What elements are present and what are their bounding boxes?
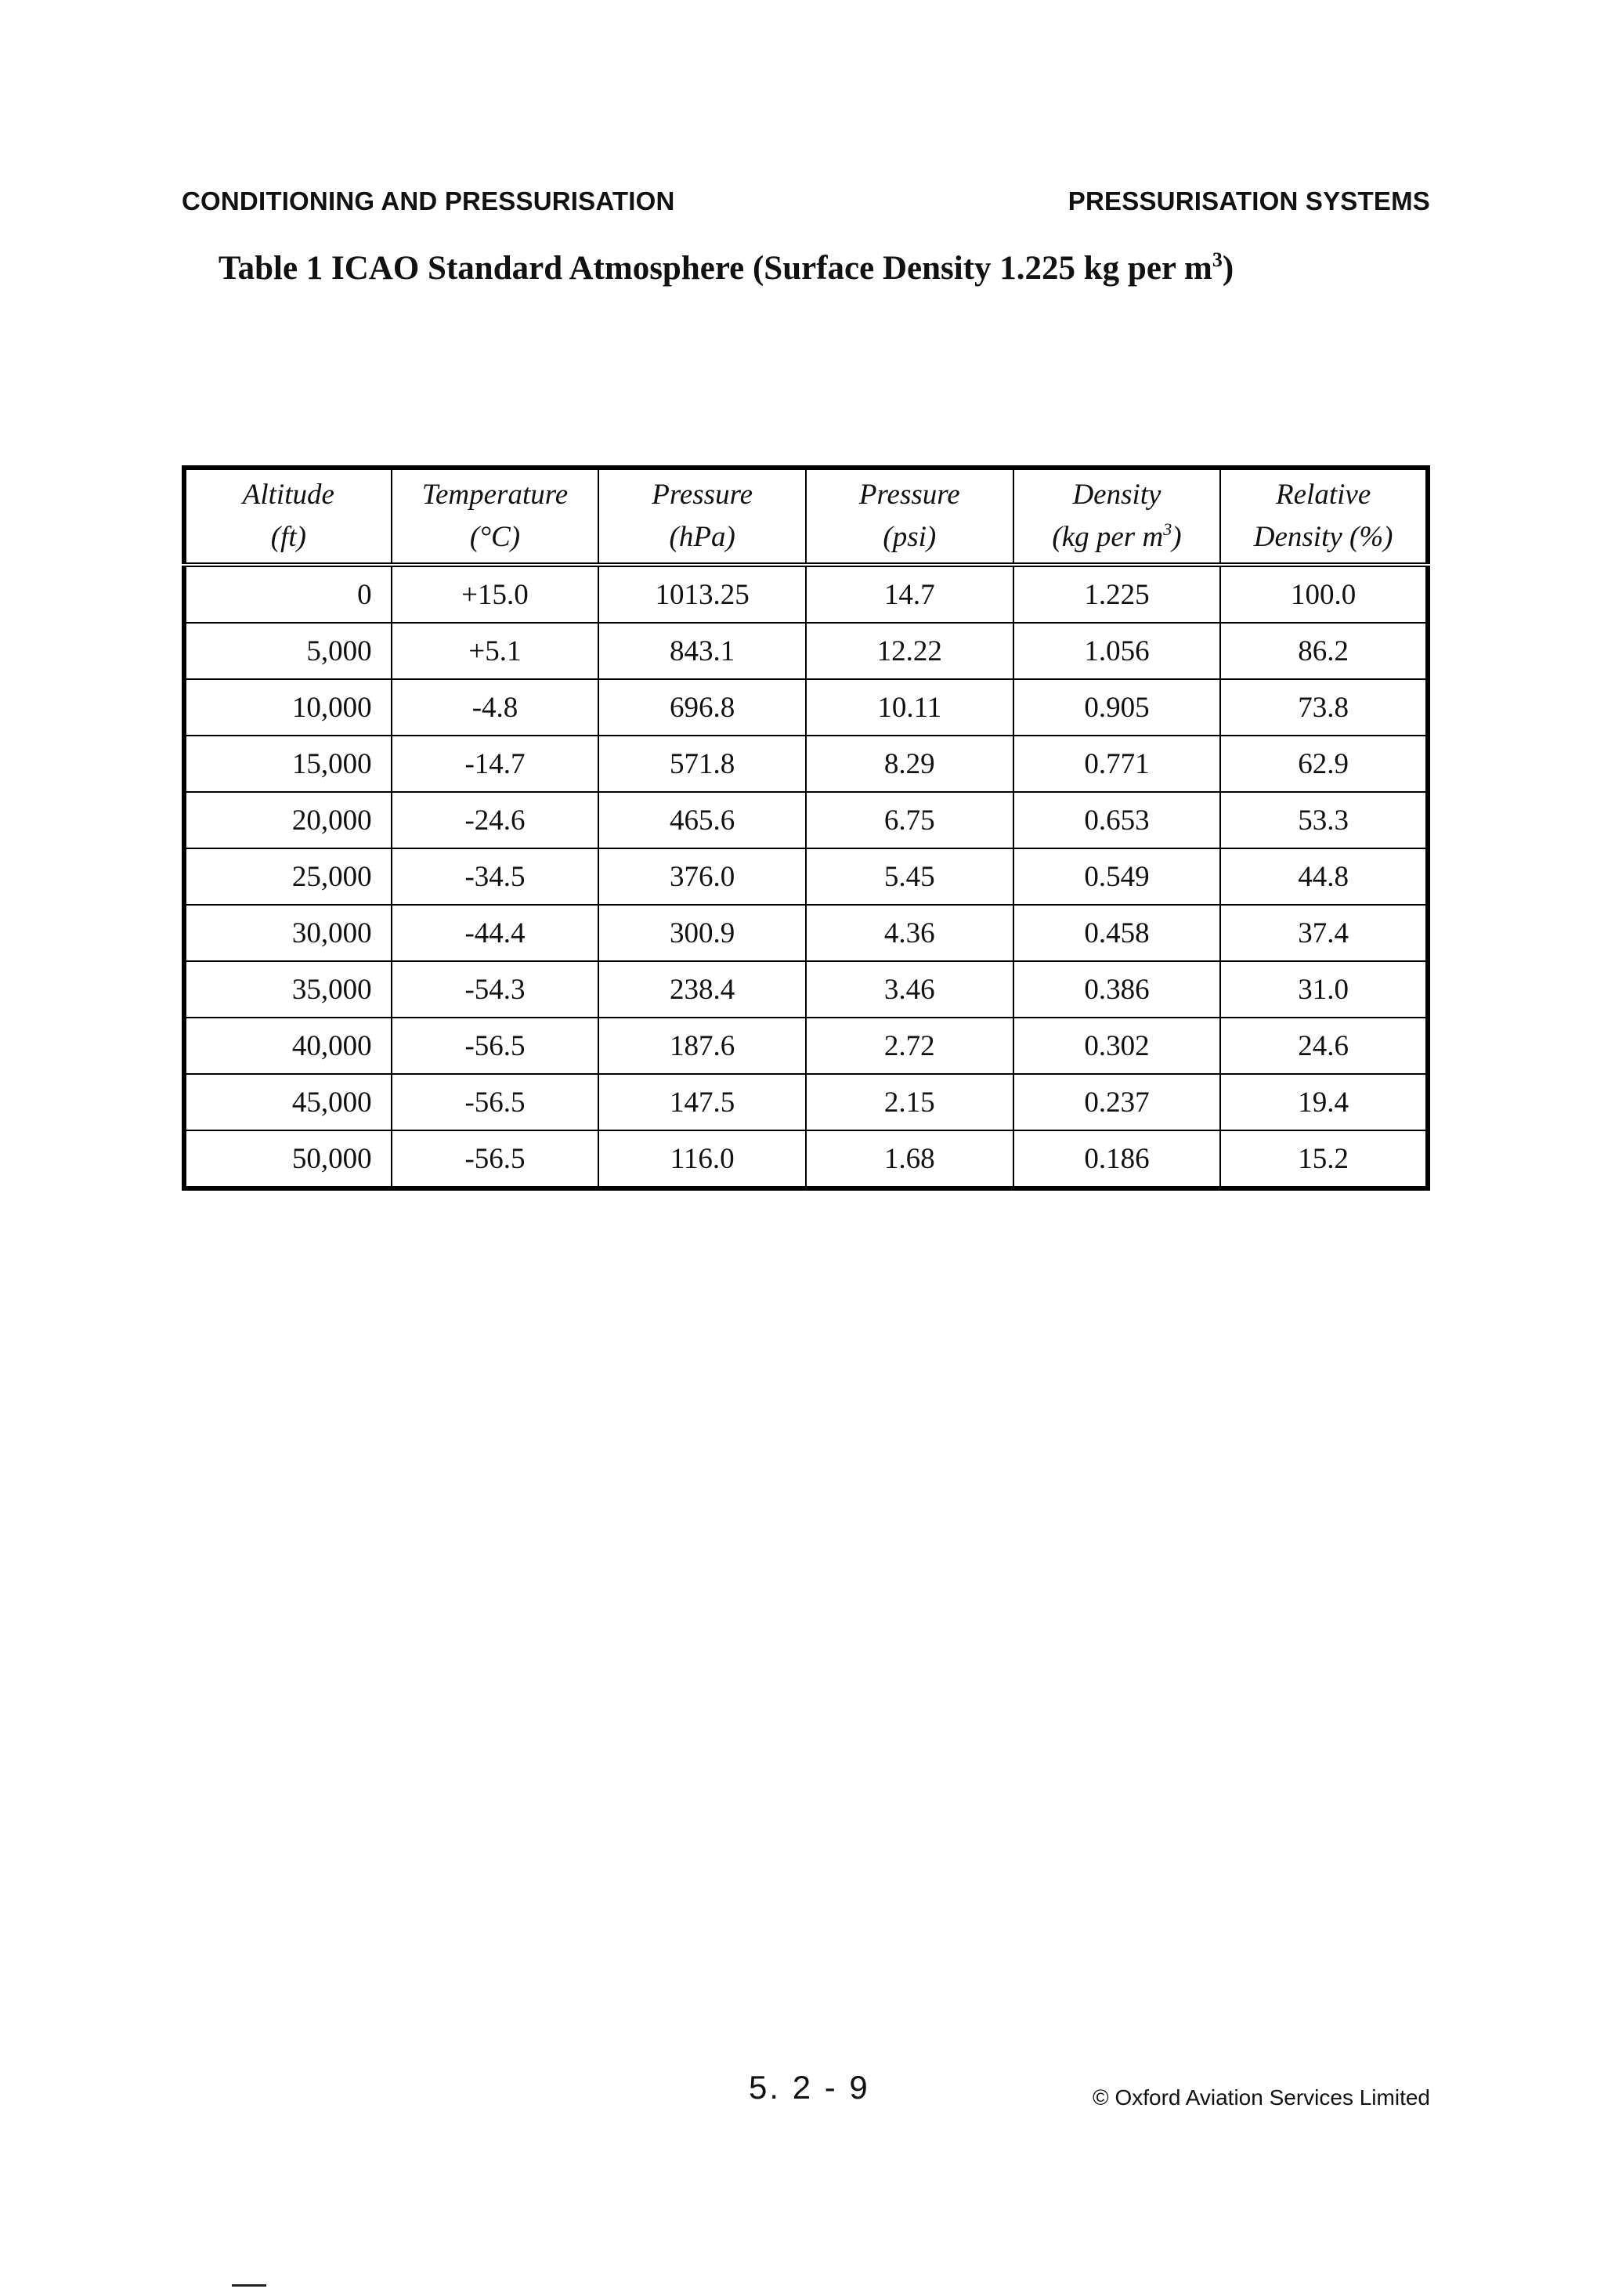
table-row (184, 1130, 1428, 1188)
table-row (184, 565, 1428, 623)
cell-altitude: 50,000 (184, 1130, 392, 1188)
cell-temperature: -44.4 (392, 905, 599, 961)
cell-altitude: 35,000 (184, 961, 392, 1018)
cell-temperature: +15.0 (392, 565, 599, 623)
cell-density: 1.056 (1013, 623, 1221, 679)
header-pressure-hpa (598, 468, 806, 565)
cell-relative-density: 31.0 (1220, 961, 1428, 1018)
cell-temperature: -56.5 (392, 1130, 599, 1188)
cell-pressure-hpa: 116.0 (598, 1130, 806, 1188)
cell-density: 0.237 (1013, 1074, 1221, 1130)
table-row (184, 848, 1428, 905)
cell-temperature: -4.8 (392, 679, 599, 736)
header-density-line1: Density (1072, 479, 1161, 511)
table-row (184, 679, 1428, 736)
cell-pressure-hpa: 571.8 (598, 736, 806, 792)
cell-temperature: -56.5 (392, 1018, 599, 1074)
cell-pressure-hpa: 147.5 (598, 1074, 806, 1130)
atmosphere-table-container (182, 465, 1430, 1191)
cell-altitude: 40,000 (184, 1018, 392, 1074)
cell-density: 0.386 (1013, 961, 1221, 1018)
table-row (184, 905, 1428, 961)
cell-relative-density: 15.2 (1220, 1130, 1428, 1188)
copyright-notice: © Oxford Aviation Services Limited (1093, 2085, 1430, 2110)
cell-temperature: +5.1 (392, 623, 599, 679)
header-pressure-psi (806, 468, 1013, 565)
cell-altitude: 5,000 (184, 623, 392, 679)
cell-pressure-psi: 2.15 (806, 1074, 1013, 1130)
table-row (184, 623, 1428, 679)
cell-pressure-hpa: 696.8 (598, 679, 806, 736)
cell-pressure-psi: 10.11 (806, 679, 1013, 736)
table-title-text: Table 1 ICAO Standard Atmosphere (Surface Density 1.225 kg per m (218, 250, 1212, 287)
cell-pressure-psi: 8.29 (806, 736, 1013, 792)
cell-relative-density: 24.6 (1220, 1018, 1428, 1074)
cell-pressure-hpa: 1013.25 (598, 565, 806, 623)
table-row (184, 736, 1428, 792)
cell-altitude: 10,000 (184, 679, 392, 736)
cell-temperature: -56.5 (392, 1074, 599, 1130)
cell-density: 0.549 (1013, 848, 1221, 905)
cell-pressure-psi: 6.75 (806, 792, 1013, 848)
page-edge-mark (232, 2284, 266, 2287)
cell-pressure-hpa: 187.6 (598, 1018, 806, 1074)
cell-altitude: 30,000 (184, 905, 392, 961)
header-density-close: ) (1172, 521, 1182, 553)
atmosphere-table (182, 465, 1430, 1191)
cell-relative-density: 37.4 (1220, 905, 1428, 961)
table-title (0, 249, 1452, 287)
header-pressure-hpa-line2: (hPa) (669, 521, 735, 553)
cell-pressure-psi: 1.68 (806, 1130, 1013, 1188)
cell-relative-density: 44.8 (1220, 848, 1428, 905)
cell-relative-density: 73.8 (1220, 679, 1428, 736)
header-pressure-hpa-line1: Pressure (652, 479, 753, 511)
cell-relative-density: 19.4 (1220, 1074, 1428, 1130)
cell-pressure-hpa: 376.0 (598, 848, 806, 905)
cell-pressure-psi: 4.36 (806, 905, 1013, 961)
cell-temperature: -14.7 (392, 736, 599, 792)
cell-relative-density: 100.0 (1220, 565, 1428, 623)
cell-temperature: -24.6 (392, 792, 599, 848)
running-header-left: CONDITIONING AND PRESSURISATION (182, 186, 675, 215)
cell-density: 0.302 (1013, 1018, 1221, 1074)
header-temperature (392, 468, 599, 565)
cell-pressure-hpa: 843.1 (598, 623, 806, 679)
cell-altitude: 15,000 (184, 736, 392, 792)
header-temperature-line2: (°C) (469, 521, 521, 553)
cell-pressure-hpa: 238.4 (598, 961, 806, 1018)
table-title-superscript: 3 (1212, 248, 1223, 271)
header-altitude-line1: Altitude (242, 479, 334, 511)
table-row (184, 792, 1428, 848)
header-pressure-psi-line2: (psi) (883, 521, 937, 553)
cell-density: 0.905 (1013, 679, 1221, 736)
cell-pressure-psi: 14.7 (806, 565, 1013, 623)
cell-altitude: 25,000 (184, 848, 392, 905)
cell-relative-density: 53.3 (1220, 792, 1428, 848)
cell-density: 0.653 (1013, 792, 1221, 848)
cell-pressure-psi: 5.45 (806, 848, 1013, 905)
cell-density: 0.458 (1013, 905, 1221, 961)
header-temperature-line1: Temperature (421, 479, 569, 511)
cell-pressure-psi: 12.22 (806, 623, 1013, 679)
cell-density: 1.225 (1013, 565, 1221, 623)
table-row (184, 1074, 1428, 1130)
cell-altitude: 0 (184, 565, 392, 623)
cell-pressure-hpa: 300.9 (598, 905, 806, 961)
cell-pressure-psi: 3.46 (806, 961, 1013, 1018)
header-density-superscript: 3 (1163, 519, 1172, 539)
cell-relative-density: 62.9 (1220, 736, 1428, 792)
header-relative-density-line1: Relative (1276, 479, 1371, 511)
cell-temperature: -54.3 (392, 961, 599, 1018)
header-relative-density (1220, 468, 1428, 565)
cell-altitude: 20,000 (184, 792, 392, 848)
table-title-close: ) (1222, 250, 1234, 287)
header-relative-density-line2: Density (%) (1253, 521, 1393, 553)
cell-density: 0.186 (1013, 1130, 1221, 1188)
table-row (184, 961, 1428, 1018)
table-body (184, 565, 1428, 1188)
header-density-line2: (kg per m (1052, 521, 1164, 553)
header-pressure-psi-line1: Pressure (858, 479, 960, 511)
table-header-row (184, 468, 1428, 565)
page-number: 5. 2 - 9 (749, 2069, 870, 2106)
running-header-right: PRESSURISATION SYSTEMS (1068, 186, 1430, 215)
cell-temperature: -34.5 (392, 848, 599, 905)
cell-pressure-hpa: 465.6 (598, 792, 806, 848)
header-density (1013, 468, 1221, 565)
table-row (184, 1018, 1428, 1074)
cell-density: 0.771 (1013, 736, 1221, 792)
cell-altitude: 45,000 (184, 1074, 392, 1130)
header-altitude (184, 468, 392, 565)
cell-pressure-psi: 2.72 (806, 1018, 1013, 1074)
header-altitude-line2: (ft) (270, 521, 306, 553)
cell-relative-density: 86.2 (1220, 623, 1428, 679)
